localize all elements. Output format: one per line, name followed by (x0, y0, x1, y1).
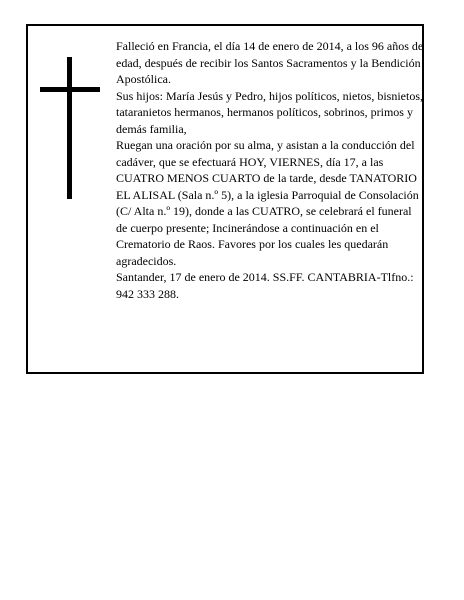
cross-horizontal-bar (40, 87, 100, 92)
funeral-details-paragraph: Ruegan una oración por su alma, y asistan a la conducción del cadáver, que se efectuará HOY, VIERNES, día 17, a las CUATRO MENOS CUARTO de la tarde, desde TANATORIO EL ALISAL (Sala n.º 5), a la iglesia Parroquial de Consolación (C/ Alta n.º 19), donde a las CUATRO, se celebrará el funeral de cuerpo presente; Incinerándose a continuación en el Crematorio de Raos. Favores por los cuales les quedarán agradecidos. (116, 138, 419, 268)
obituary-text (116, 38, 424, 302)
cross-vertical-bar (67, 57, 72, 199)
cross-icon (40, 57, 100, 199)
family-paragraph: Sus hijos: María Jesús y Pedro, hijos políticos, nietos, bisnietos, tataranietos hermanos, hermanos políticos, sobrinos, primos y demás familia, (116, 88, 424, 136)
obituary-notice-box (26, 24, 424, 374)
death-announcement-paragraph: Falleció en Francia, el día 14 de enero de 2014, a los 96 años de edad, después de recibir los Santos Sacramentos y la Bendición Apostólica. (116, 39, 424, 86)
closing-contact-paragraph: Santander, 17 de enero de 2014. SS.FF. CANTABRIA-Tlfno.: 942 333 288. (116, 270, 414, 301)
